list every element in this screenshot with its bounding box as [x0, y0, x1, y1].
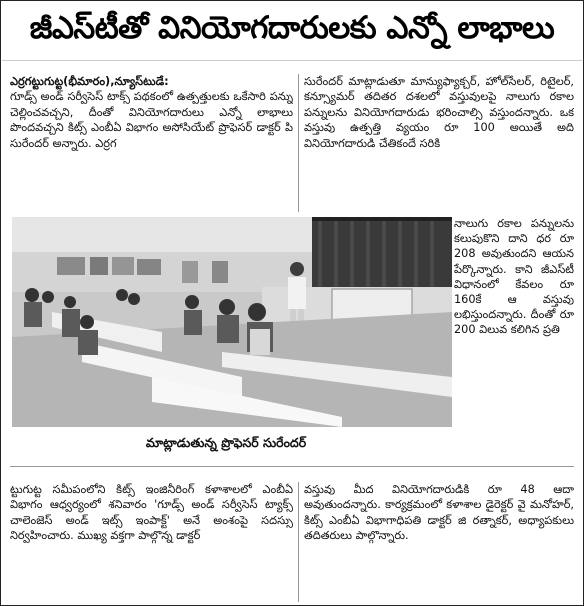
body-text: సురేందర్ మాట్లాడుతూ మాన్యుఫ్యాక్చర్, హోల్‌సేలర్, రిటైలర్, కన్స్యూమర్ తదితర దశలలో వస్తువులపై నాలుగు రకాల పన్నులను వినియోగదారుడు భరించాల్సి వస్తుందన్నారు. ఒక వస్తువు ఉత్పత్తి వ్యయం రూ 100 అయితే అది వినియోగదారుడి చేతికందే సరికి: [304, 75, 574, 150]
seminar-photo: [12, 217, 452, 427]
column-divider: [298, 482, 299, 602]
article-column-2: [304, 74, 574, 212]
article-column-3: [454, 216, 574, 462]
photo-caption: మాట్లాడుతున్న ప్రొఫెసర్ సురేందర్: [145, 435, 307, 450]
dateline: ఎర్రగట్టుగుట్ట(భీమారం),న్యూస్‌టుడే:: [10, 75, 169, 88]
body-text: వస్తువు మీద వినియోగదారుడికి రూ 48 ఆదా అవుతుందన్నారు. కార్యక్రమంలో కళాశాల డైరెక్టర్ వై మనోహర్, కిట్స్ ఎంబీఏ విభాగాధిపతి డాక్టర్ జి రత్నాకర్, అధ్యాపకులు తదితరులు పాల్గొన్నారు.: [304, 483, 574, 543]
body-text: గూడ్స్ అండ్ సర్వీసెస్ టాక్స్ పథకంలో ఉత్పత్తులకు ఒకేసారి పన్ను చెల్లించవచ్చని, దీంతో వినియోగదారులు ఎన్నో లాభాలు పొందవచ్చని కిట్స్ ఎంబీఏ విభాగం అసోసియేట్ ప్రొఫెసర్ డాక్టర్ పి సురేందర్ అన్నారు. ఎర్రగ: [10, 90, 293, 150]
article-column-4: [10, 482, 293, 604]
divider: [10, 466, 574, 467]
body-text: నాలుగు రకాల పన్నులను కలుపుకొని దాని ధర రూ 208 అవుతుందని ఆయన పేర్కొన్నారు. కాని జీఎస్‌టీ విధానంలో కేవలం రూ 160కే ఆ వస్తువు లభిస్తుందన్నారు. దీంతో రూ 200 విలువ కలిగిన ప్రతి: [454, 217, 574, 337]
column-divider: [298, 74, 299, 212]
headline: జీఎస్‌టీతో వినియోగదారులకు ఎన్నో లాభాలు: [2, 2, 582, 61]
article-column-1: [10, 74, 293, 212]
body-text: ట్టుగుట్ట సమీపంలోని కిట్స్ ఇంజినీరింగ్ కళాశాలలో ఎంబీఏ విభాగం ఆధ్వర్యంలో శనివారం 'గూడ్స్ అండ్ సర్వీసెస్ ట్యాక్స్ చాలెంజెస్ అండ్ ఇట్స్ ఇంపాక్ట్' అనే అంశంపై సదస్సు నిర్వహించారు. ముఖ్య వక్తగా పాల్గొన్న డాక్టర్: [10, 483, 293, 543]
article-column-5: [304, 482, 574, 604]
